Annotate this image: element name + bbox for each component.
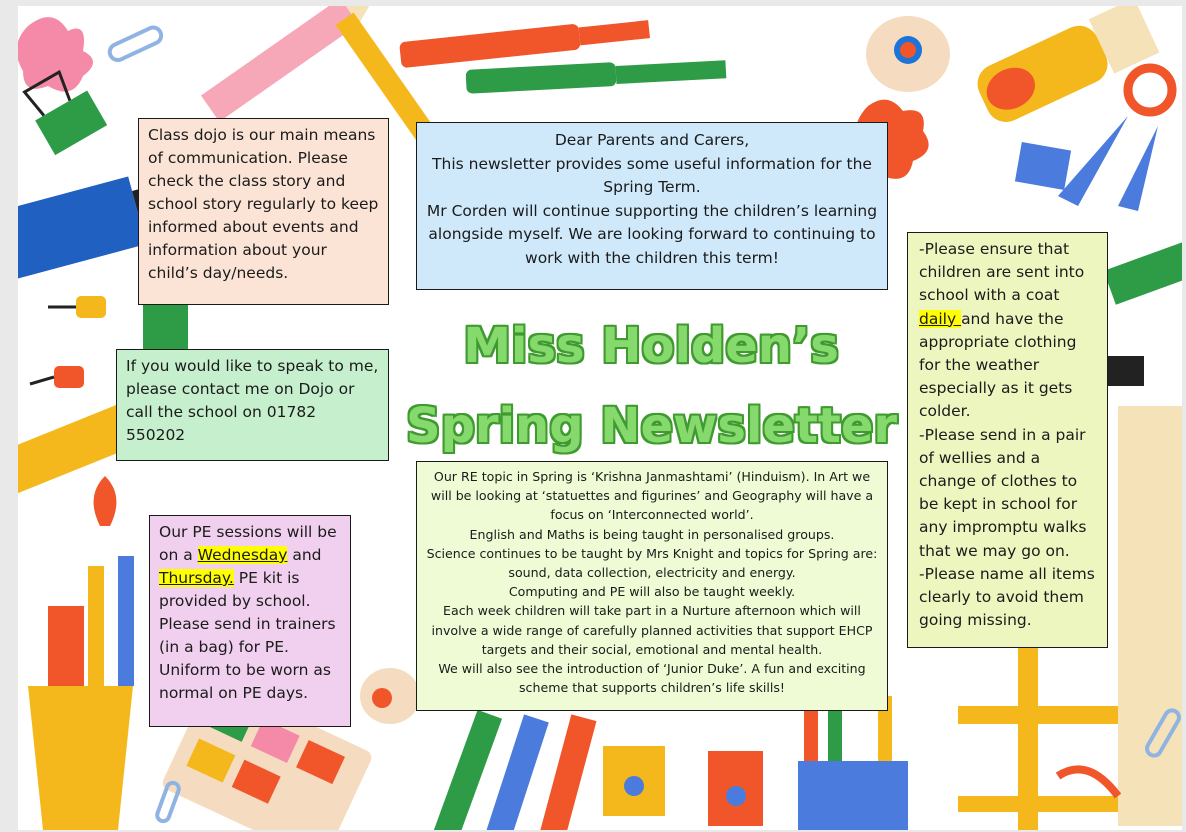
- paint-pot-red-icon: [708, 751, 763, 826]
- reminder-wellies: -Please send in a pair of wellies and a change of clothes to be kept in school for any impromptu walks that we may go on.: [919, 425, 1087, 560]
- red-clip-icon: [1058, 769, 1118, 796]
- intro-greeting: Dear Parents and Carers,: [554, 131, 750, 149]
- reminder-coat-part2: and have the appropriate clothing for the weather especially as it gets colder.: [919, 309, 1077, 421]
- topics-science: Science continues to be taught by Mrs Knight and topics for Spring are: sound, data collection, electricity and energy.: [426, 545, 878, 581]
- orange-pushpin-icon: [30, 366, 84, 388]
- black-block-icon: [1108, 356, 1144, 386]
- pink-paint-splash: [18, 17, 93, 92]
- contact-text: If you would like to speak to me, please contact me on Dojo or call the school on 01782 550202: [126, 357, 379, 444]
- green-marker-icon: [466, 56, 727, 94]
- pencil-cup-icon: [28, 476, 134, 830]
- newsletter-page: [18, 6, 1182, 830]
- pe-day-wednesday: Wednesday: [197, 546, 288, 564]
- paint-pot-yellow-icon: [603, 746, 665, 816]
- intro-letter-box: [416, 122, 888, 290]
- topics-re-art-geography: Our RE topic in Spring is ‘Krishna Janmashtami’ (Hinduism). In Art we will be looking at ‘statuettes and figurines’ and Geography will have a focus on ‘Interconnected world’.: [430, 469, 874, 523]
- title-line-2: Spring Newsletter: [406, 398, 898, 454]
- class-dojo-text: Class dojo is our main means of communication. Please check the class story and school story regularly to keep informed about events and information about your child’s day/needs.: [148, 126, 379, 282]
- eraser-icon: [1015, 142, 1071, 190]
- pe-sessions-box: [149, 515, 351, 727]
- yellow-pushpin-icon: [48, 296, 106, 318]
- bottom-pencils-icon: [433, 710, 596, 830]
- reminder-name-items: -Please name all items clearly to avoid them going missing.: [919, 564, 1095, 630]
- topics-nurture: Each week children will take part in a Nurture afternoon which will involve a wide range of carefully planned activities that support EHCP targets and their social, emotional and mental health.: [431, 603, 873, 657]
- pe-text-part3: PE kit is provided by school. Please send in trainers (in a bag) for PE. Uniform to be worn as normal on PE days.: [159, 569, 336, 702]
- reminder-coat: [919, 238, 1096, 424]
- pe-day-thursday: Thursday.: [159, 569, 234, 587]
- paperclip-icon: [107, 25, 164, 63]
- pe-text-part2: and: [287, 546, 322, 564]
- pe-text-part1: Our PE sessions will be on a: [159, 523, 337, 564]
- topics-computing-pe: Computing and PE will also be taught weekly.: [508, 584, 796, 600]
- newsletter-title: [406, 306, 896, 466]
- intro-line-2: Mr Corden will continue supporting the children’s learning alongside myself. We are looking forward to continuing to work with the children this term!: [426, 201, 878, 267]
- topics-junior-duke: We will also see the introduction of ‘Junior Duke’. A fun and exciting scheme that supports children’s life skills!: [438, 661, 866, 696]
- curriculum-topics-box: [416, 461, 888, 711]
- reminders-box: [907, 232, 1108, 648]
- glue-tube-icon: [971, 6, 1159, 129]
- orange-marker-icon: [399, 16, 650, 68]
- pe-text: [159, 521, 341, 705]
- reminder-daily-highlight: daily: [919, 309, 962, 328]
- title-line-1: Miss Holden’s: [463, 318, 839, 374]
- class-dojo-box: [138, 118, 389, 305]
- green-marker-right-icon: [1104, 237, 1182, 305]
- reminder-coat-part1: -Please ensure that children are sent into school with a coat: [919, 240, 1085, 305]
- topics-english-maths: English and Maths is being taught in personalised groups.: [469, 526, 835, 542]
- intro-line-1: This newsletter provides some useful information for the Spring Term.: [432, 154, 872, 196]
- contact-box: [116, 349, 389, 461]
